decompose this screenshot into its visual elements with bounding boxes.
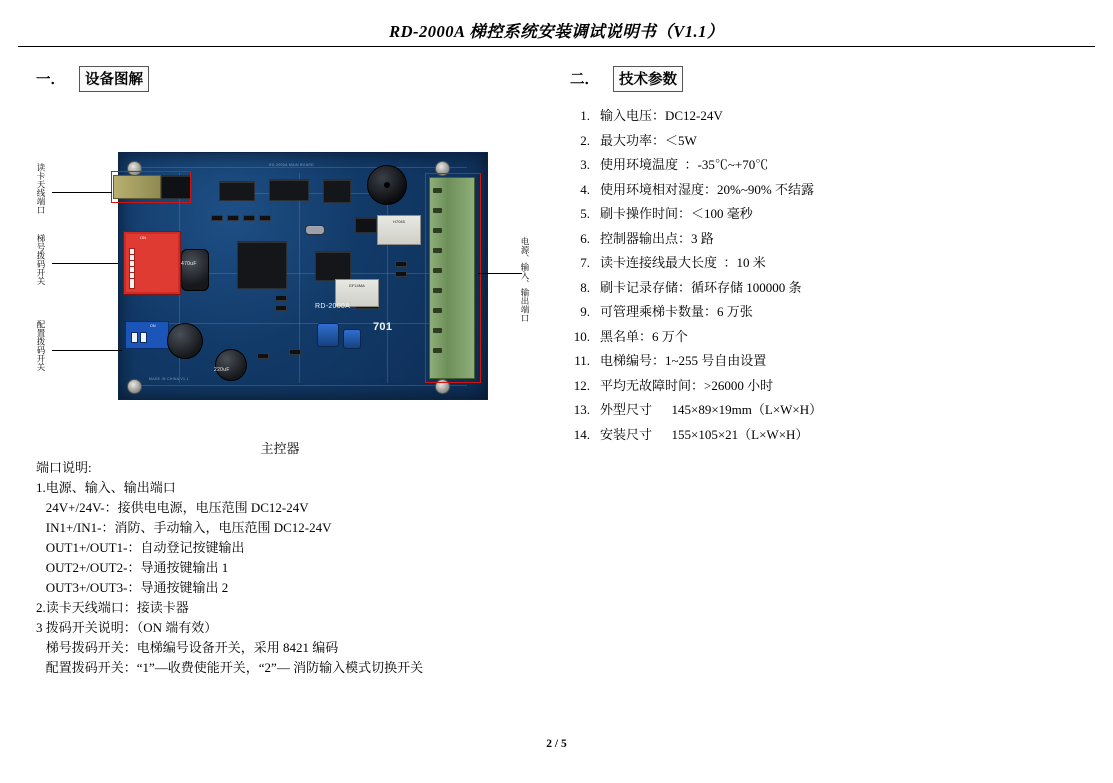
relay: EF14MA <box>335 279 379 307</box>
port-description-line: 梯号拨码开关：电梯编号设备开关，采用 8421 编码 <box>36 640 339 655</box>
callout-config-dip-leader <box>52 350 122 351</box>
spec-index: 3. <box>580 157 590 172</box>
resistor <box>257 353 269 359</box>
page-header-title: RD-2000A 梯控系统安装调试说明书（V1.1） <box>389 22 724 41</box>
electrolytic-capacitor <box>215 349 247 381</box>
relay: H7045 <box>377 215 421 245</box>
spec-index: 8. <box>580 279 590 295</box>
integrated-circuit <box>355 217 377 233</box>
section-two-number: 二． <box>570 72 599 88</box>
port-description-line: 1.电源、输入、输出端口 <box>36 480 176 495</box>
pcb-trace <box>149 323 449 324</box>
inductor <box>167 323 203 359</box>
film-capacitor <box>343 329 361 349</box>
antenna-highlight-box <box>111 171 191 203</box>
integrated-circuit <box>269 179 309 201</box>
resistor <box>259 215 271 221</box>
elevator-number-dip-switch[interactable] <box>123 231 181 295</box>
silkscreen-cap1: 470uF <box>181 261 197 267</box>
spec-item <box>570 329 1080 344</box>
spec-index: 5. <box>580 206 590 221</box>
spec-item <box>570 231 1080 246</box>
dip-lever[interactable] <box>140 332 147 343</box>
spec-item <box>570 108 1080 123</box>
spec-text: 控制器输出点：3 路 <box>600 230 714 246</box>
spec-item <box>570 378 1080 393</box>
spec-item <box>570 353 1080 368</box>
section-one-heading <box>36 66 149 92</box>
spec-text: 可管理乘梯卡数量：6 万张 <box>600 304 753 319</box>
spec-item <box>570 280 1080 295</box>
dip-lever[interactable] <box>129 278 135 289</box>
power-io-highlight-box <box>425 173 481 383</box>
integrated-circuit <box>315 251 351 281</box>
callout-config-dip-label: 配置拨码开关 <box>36 320 46 371</box>
resistor <box>395 271 407 277</box>
spec-text: 读卡连接线最大长度 ：10 米 <box>600 255 766 270</box>
callout-elevator-dip-leader <box>52 263 118 264</box>
config-dip-on-label: ON <box>150 324 156 328</box>
figure-caption: 主控器 <box>260 441 300 456</box>
callout-antenna-label: 读卡天线端口 <box>36 163 46 214</box>
silkscreen-bottom: MADE IN CHINA V1.1 <box>149 377 189 381</box>
resistor <box>211 215 223 221</box>
pcb-trace <box>137 167 467 168</box>
dip-body <box>126 234 178 292</box>
spec-index: 14. <box>573 426 590 442</box>
spec-item <box>570 427 1080 442</box>
callout-antenna-leader <box>52 192 112 193</box>
section-one-number: 一． <box>36 72 65 88</box>
spec-index: 6. <box>580 230 590 246</box>
spec-text: 黑名单：6 万个 <box>600 328 688 344</box>
spec-item <box>570 182 1080 197</box>
resistor <box>275 295 287 301</box>
mounting-hole <box>127 379 142 394</box>
port-description-line: 24V+/24V-：接供电电源，电压范围 DC12-24V <box>36 500 309 515</box>
silkscreen-cap2: 220uF <box>214 367 230 373</box>
integrated-circuit <box>323 179 351 203</box>
tech-spec-list <box>570 108 1080 451</box>
section-two-heading <box>570 66 683 92</box>
spec-text: 安装尺寸 155×105×21（L×W×H） <box>600 426 809 442</box>
callout-elevator-dip-label: 梯号拨码开关 <box>36 234 46 285</box>
spec-index: 13. <box>573 402 590 417</box>
spec-index: 2. <box>580 132 590 148</box>
spec-index: 7. <box>580 255 590 270</box>
spec-index: 1. <box>580 108 590 123</box>
spec-index: 12. <box>573 377 590 393</box>
film-capacitor <box>317 323 339 347</box>
config-dip-switch[interactable] <box>125 321 169 349</box>
callout-power-io-leader <box>478 273 522 274</box>
port-description-line: OUT3+/OUT3-：导通按键输出 2 <box>36 580 229 595</box>
pcb-substrate <box>118 152 488 400</box>
crystal-oscillator <box>305 225 325 235</box>
pcb-trace <box>137 385 467 386</box>
port-description-line: OUT2+/OUT2-：导通按键输出 1 <box>36 560 229 575</box>
spec-index: 11. <box>574 353 590 368</box>
resistor <box>275 305 287 311</box>
spec-item <box>570 133 1080 148</box>
spec-index: 10. <box>573 328 590 344</box>
spec-item <box>570 304 1080 319</box>
silkscreen-701: 701 <box>373 321 393 333</box>
spec-index: 4. <box>580 181 590 197</box>
integrated-circuit <box>219 181 255 201</box>
spec-index: 9. <box>580 304 590 319</box>
header-divider <box>18 46 1095 47</box>
controller-board-figure <box>118 152 488 400</box>
microcontroller <box>237 241 287 289</box>
port-description-line: IN1+/IN1-：消防、手动输入，电压范围 DC12-24V <box>36 520 332 535</box>
port-description-line: 配置拨码开关：“1”—收费使能开关，“2”— 消防输入模式切换开关 <box>36 660 424 675</box>
spec-text: 使用环境相对湿度：20%~90% 不结露 <box>600 181 814 197</box>
section-two-label: 技术参数 <box>613 66 683 92</box>
silkscreen-top: RD-2000A MAIN BOARD <box>269 163 314 167</box>
silkscreen-board-name: RD-2000A <box>315 303 351 310</box>
spec-text: 平均无故障时间：>26000 小时 <box>600 377 774 393</box>
spec-text: 最大功率：＜5W <box>600 132 697 148</box>
electrolytic-capacitor <box>181 249 209 291</box>
spec-text: 使用环境温度 ：-35℃~+70℃ <box>600 157 769 172</box>
port-description-line: OUT1+/OUT1-：自动登记按键输出 <box>36 540 245 555</box>
callout-power-io-label: 电源、输入、输出端口 <box>520 237 530 322</box>
spec-item <box>570 206 1080 221</box>
page-footer: 2 / 5 <box>546 738 567 750</box>
port-description-line: 3 拨码开关说明：（ON 端有效） <box>36 620 218 635</box>
spec-text: 刷卡记录存储：循环存储 100000 条 <box>600 279 802 295</box>
spec-text: 刷卡操作时间：＜100 毫秒 <box>600 206 753 221</box>
dip-lever[interactable] <box>131 332 138 343</box>
resistor <box>227 215 239 221</box>
port-description-line: 2.读卡天线端口：接读卡器 <box>36 600 189 615</box>
resistor <box>395 261 407 267</box>
spec-text: 电梯编号：1~255 号自由设置 <box>600 353 767 368</box>
spec-item <box>570 402 1080 417</box>
port-description-title: 端口说明: <box>36 460 92 475</box>
resistor <box>289 349 301 355</box>
section-one-label: 设备图解 <box>79 66 149 92</box>
spec-text: 外型尺寸 145×89×19mm（L×W×H） <box>600 402 823 417</box>
spec-item <box>570 157 1080 172</box>
port-description-block <box>36 458 556 678</box>
spec-text: 输入电压：DC12-24V <box>600 108 723 123</box>
spec-item <box>570 255 1080 270</box>
buzzer <box>367 165 407 205</box>
dip-on-label: ON <box>140 235 146 240</box>
resistor <box>243 215 255 221</box>
